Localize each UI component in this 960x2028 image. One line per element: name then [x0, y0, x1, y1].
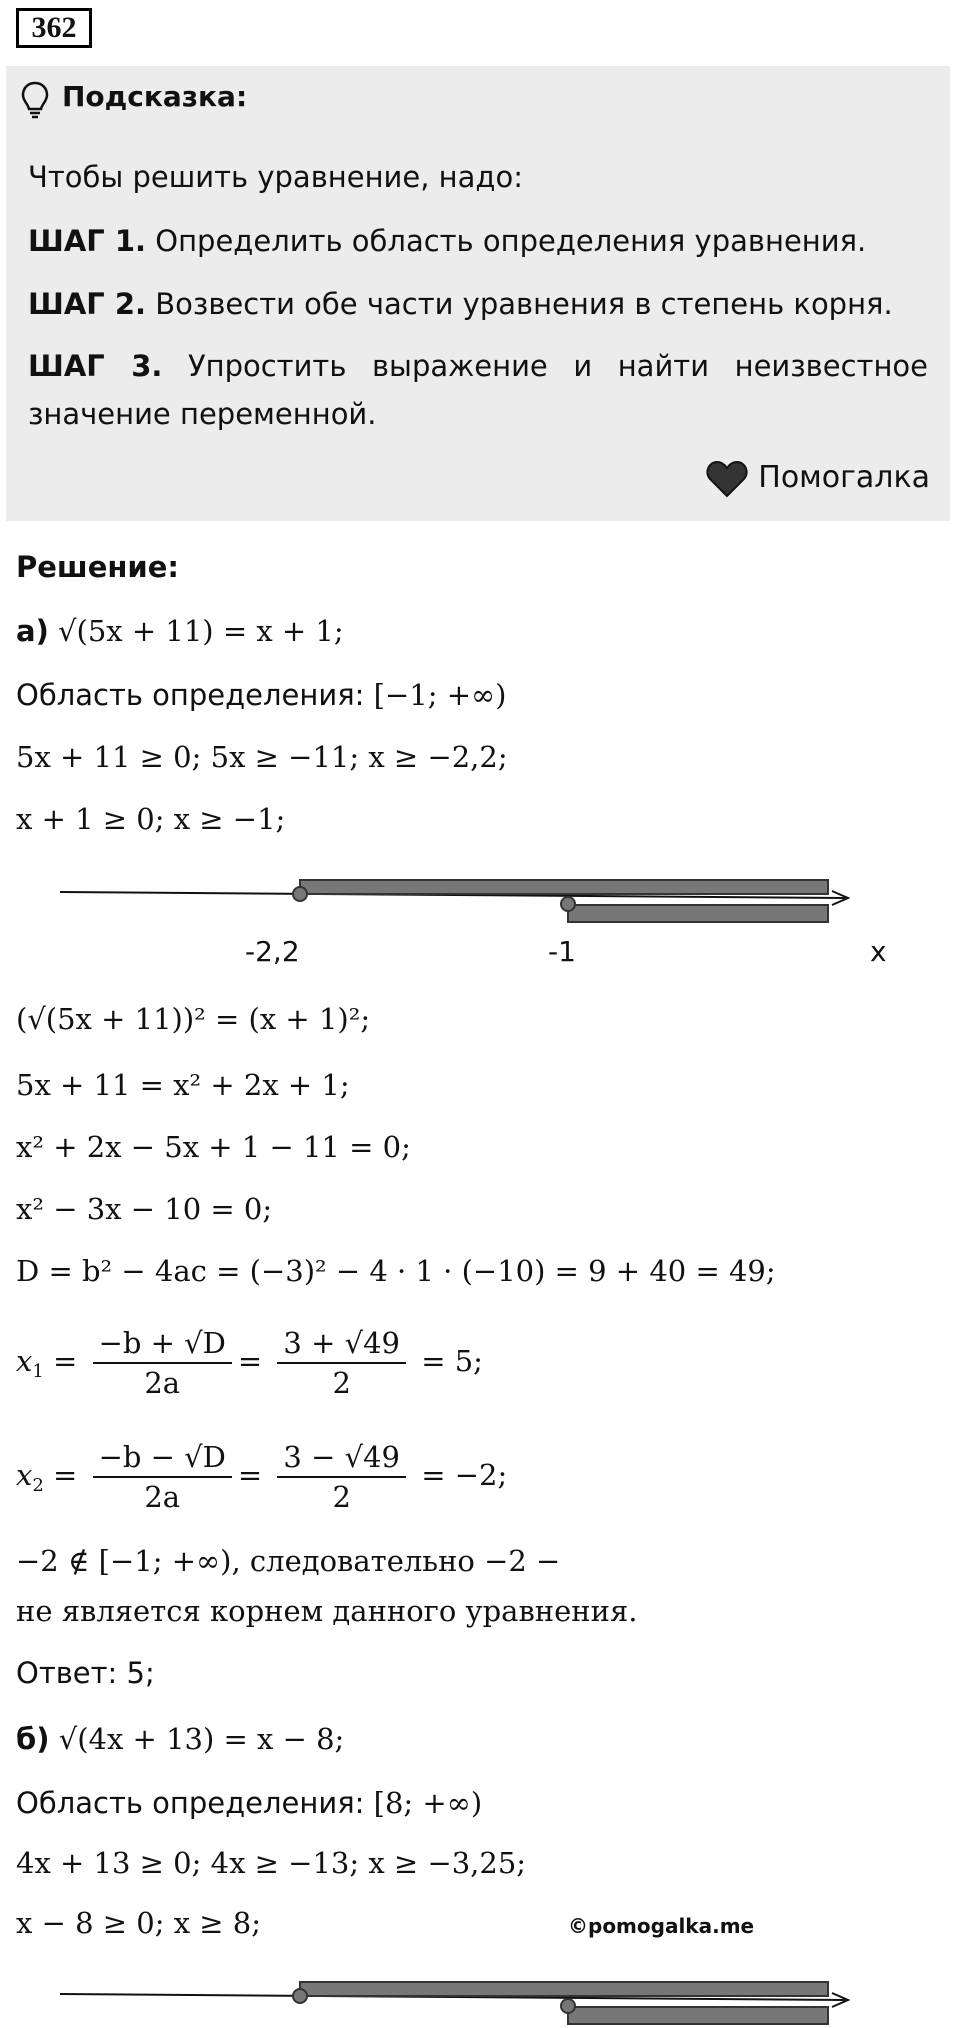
- hint-step-2: [28, 287, 893, 321]
- brand-label: Помогалка: [758, 460, 930, 495]
- step-3-label: ШАГ 3.: [28, 349, 163, 383]
- x1-result: = 5;: [421, 1344, 483, 1378]
- part-a-conclusion-1: −2 ∉ [−1; +∞), следовательно −2 −: [16, 1544, 561, 1578]
- root-x1: $x_1$ = $\frac{-b + √D}{2a}$ = $\frac{3 + √49}{2}$ = 5;: [16, 1326, 483, 1400]
- part-a-equation: [16, 614, 344, 648]
- part-b-domain: [16, 1786, 482, 1820]
- x1-fraction-values: $\frac{3 + √49}{2}$: [277, 1326, 406, 1400]
- hint-step-3-continued: значение переменной.: [28, 397, 377, 431]
- point-left-b: [293, 1989, 307, 2003]
- interval-bar-upper-b: [300, 1982, 828, 1996]
- part-b-equation: [16, 1722, 344, 1756]
- step-1-label: ШАГ 1.: [28, 224, 147, 258]
- heart-icon: [706, 460, 748, 498]
- part-a-step-2: 5x + 11 = x² + 2x + 1;: [16, 1068, 350, 1102]
- x2-fraction-values: $\frac{3 - √49}{2}$: [277, 1440, 406, 1514]
- interval-bar-upper: [300, 880, 828, 894]
- part-a-expression: √(5x + 11) = x + 1;: [58, 614, 344, 648]
- part-a-line-2: x + 1 ≥ 0; x ≥ −1;: [16, 802, 286, 836]
- part-a-label: а): [16, 614, 49, 648]
- hint-title: Подсказка:: [62, 80, 248, 113]
- point-right-b: [561, 1999, 575, 2013]
- point-minus-2-2: [293, 887, 307, 901]
- part-b-expression: √(4x + 13) = x − 8;: [58, 1722, 345, 1756]
- interval-bar-lower-b: [568, 2007, 828, 2024]
- part-b-label: б): [16, 1722, 50, 1756]
- part-a-conclusion-2: не является корнем данного уравнения.: [16, 1594, 638, 1628]
- part-a-step-4: x² − 3x − 10 = 0;: [16, 1192, 273, 1226]
- domain-label-b: Область определения:: [16, 1786, 365, 1820]
- step-2-text: Возвести обе части уравнения в степень корня.: [155, 287, 893, 321]
- solution-heading: Решение:: [16, 550, 180, 584]
- part-a-domain: [16, 678, 506, 712]
- step-1-text: Определить область определения уравнения.: [155, 224, 867, 258]
- lightbulb-icon: [20, 80, 50, 120]
- domain-value-b: [8; +∞): [373, 1786, 483, 1820]
- x1-fraction-general: $\frac{-b + √D}{2a}$: [93, 1326, 232, 1400]
- point-minus-1: [561, 897, 575, 911]
- step-3-text: Упростить выражение и найти неизвестное: [187, 349, 928, 383]
- x2-result: = −2;: [421, 1458, 508, 1492]
- root-x2: $x_2$ = $\frac{-b - √D}{2a}$ = $\frac{3 - √49}{2}$ = −2;: [16, 1440, 508, 1514]
- hint-step-1: [28, 224, 866, 258]
- axis-label-x: x: [870, 935, 887, 968]
- task-number: 362: [16, 8, 92, 48]
- interval-bar-lower: [568, 905, 828, 922]
- number-line-a: [0, 868, 960, 928]
- part-a-discriminant: D = b² − 4ac = (−3)² − 4 · 1 · (−10) = 9 + 40 = 49;: [16, 1254, 776, 1288]
- part-a-line-1: 5x + 11 ≥ 0; 5x ≥ −11; x ≥ −2,2;: [16, 740, 508, 774]
- part-b-line-1: 4x + 13 ≥ 0; 4x ≥ −13; x ≥ −3,25;: [16, 1846, 527, 1880]
- x2-fraction-general: $\frac{-b - √D}{2a}$: [93, 1440, 232, 1514]
- axis-label-minus-2-2: -2,2: [245, 935, 300, 968]
- part-a-step-3: x² + 2x − 5x + 1 − 11 = 0;: [16, 1130, 411, 1164]
- step-2-label: ШАГ 2.: [28, 287, 147, 321]
- part-a-step-1: (√(5x + 11))² = (x + 1)²;: [16, 1002, 371, 1036]
- hint-step-3: [28, 349, 928, 389]
- domain-value: [−1; +∞): [373, 678, 507, 712]
- watermark: ©pomogalka.me: [568, 1914, 755, 1938]
- domain-label: Область определения:: [16, 678, 365, 712]
- part-a-answer: Ответ: 5;: [16, 1656, 155, 1690]
- hint-intro: Чтобы решить уравнение, надо:: [28, 160, 523, 194]
- axis-label-minus-1: -1: [548, 935, 576, 968]
- part-b-line-2: x − 8 ≥ 0; x ≥ 8;: [16, 1906, 262, 1940]
- number-line-b: [0, 1970, 960, 2028]
